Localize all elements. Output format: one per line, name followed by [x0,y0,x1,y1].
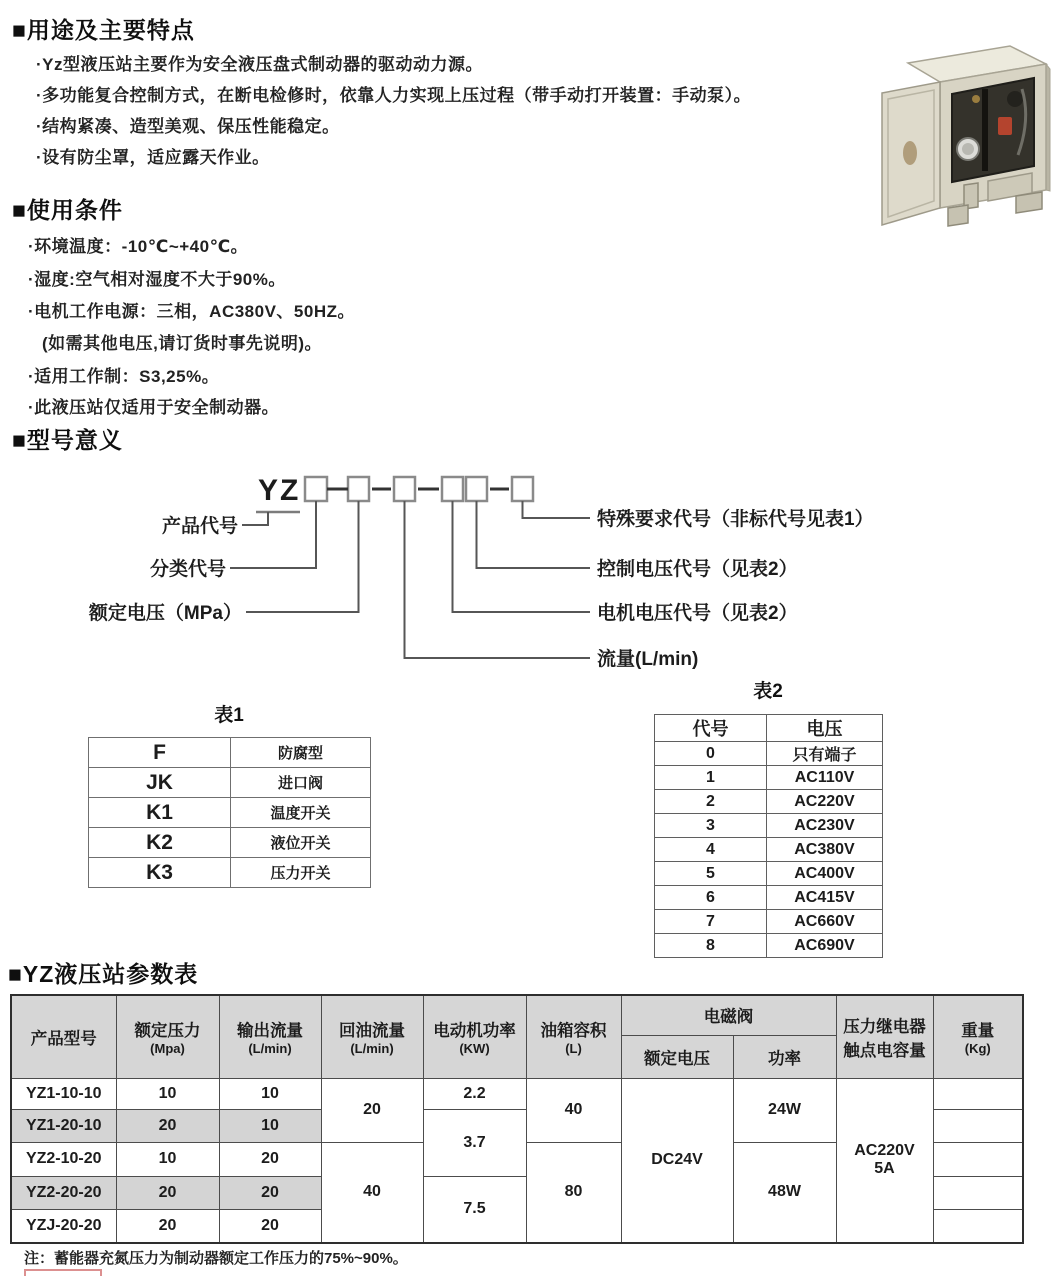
cell-return-flow: 40 [321,1142,423,1243]
table1-code: K1 [89,798,231,828]
label-product-code: 产品代号 [161,516,238,537]
page-footer-red-box [24,1269,102,1276]
door-latch [903,141,917,165]
cell-solenoid-voltage: DC24V [621,1078,733,1243]
cell-model: YZJ-20-20 [11,1209,116,1243]
table2-voltage: 只有端子 [767,742,883,766]
cell-motor-power: 7.5 [423,1176,526,1243]
table2-title: 表2 [753,681,783,702]
header-out-flow-label: 输出流量 [237,1022,303,1041]
table2-voltage: AC415V [767,886,883,910]
table1-desc: 进口阀 [231,768,371,798]
label-rated-voltage: 额定电压（MPa） [88,603,242,624]
cell-pressure: 20 [116,1109,219,1142]
cell-solenoid-power: 48W [733,1142,836,1243]
table1-code: F [89,738,231,768]
cell-relay-current: 5A [874,1160,895,1178]
table-header-row [655,715,883,742]
header-motor-power [423,995,526,1078]
feature-bullet-2: ·多功能复合控制方式，在断电检修时，依靠人力实现上压过程（带手动打开装置：手动泵）。 [36,86,752,105]
code-box-3 [394,477,415,501]
table-row [655,742,883,766]
code-box-2 [348,477,369,501]
table2-voltage: AC400V [767,862,883,886]
header-motor-power-label: 电动机功率 [433,1022,516,1041]
label-motor-voltage: 电机电压代号（见表2） [597,603,798,624]
table2-code: 4 [655,838,767,862]
table1-code: K2 [89,828,231,858]
header-weight-unit: (Kg) [964,1041,991,1057]
condition-line-1: ·环境温度：-10℃~+40℃。 [28,237,249,256]
cell-relay-voltage: AC220V [854,1142,915,1160]
cell-out-flow: 20 [219,1209,321,1243]
table2-code: 0 [655,742,767,766]
feature-bullet-3: ·结构紧凑、造型美观、保压性能稳定。 [36,117,340,136]
code-box-6 [512,477,533,501]
cell-pressure: 10 [116,1142,219,1176]
table2-code: 6 [655,886,767,910]
cell-motor-power: 3.7 [423,1109,526,1176]
feature-bullet-1: ·Yz型液压站主要作为安全液压盘式制动器的驱动动力源。 [36,55,483,74]
header-out-flow-unit: (L/min) [248,1041,292,1057]
header-solenoid: 电磁阀 [621,995,836,1035]
header-model: 产品型号 [11,995,116,1078]
table2-voltage: AC660V [767,910,883,934]
table-row [89,798,371,828]
label-class-code: 分类代号 [149,559,226,580]
header-relay-line2: 触点电容量 [843,1041,926,1060]
leader-lines [230,501,590,658]
table2 [654,714,883,958]
header-tank [526,995,621,1078]
cell-motor-power: 2.2 [423,1078,526,1109]
interior-red-valve [998,117,1012,135]
header-solenoid-power: 功率 [733,1035,836,1078]
header-weight [933,995,1023,1078]
table-row [655,790,883,814]
table-row [655,814,883,838]
param-row-1 [11,1078,1023,1109]
cell-model: YZ1-20-10 [11,1109,116,1142]
table1-desc: 温度开关 [231,798,371,828]
model-code-diagram [0,455,1052,685]
table2-code: 2 [655,790,767,814]
table1-code: K3 [89,858,231,888]
table-row [655,838,883,862]
feature-bullet-4: ·设有防尘罩，适应露天作业。 [36,148,270,167]
table-row [655,862,883,886]
header-tank-label: 油箱容积 [540,1022,607,1041]
header-tank-unit: (L) [565,1041,582,1057]
header-out-flow [219,995,321,1078]
section-heading-conditions: ■使用条件 [12,197,123,223]
cell-out-flow: 10 [219,1109,321,1142]
code-box-5 [466,477,487,501]
cell-model: YZ2-10-20 [11,1142,116,1176]
code-box-4 [442,477,463,501]
table2-code: 8 [655,934,767,958]
label-special-requirement: 特殊要求代号（非标代号见表1） [597,509,874,530]
cell-solenoid-power: 24W [733,1078,836,1142]
header-return-flow-unit: (L/min) [350,1041,394,1057]
table1-desc: 防腐型 [231,738,371,768]
table2-code: 5 [655,862,767,886]
table2-voltage: AC230V [767,814,883,838]
condition-line-5: ·适用工作制：S3,25%。 [28,367,220,386]
table1-code: JK [89,768,231,798]
cabinet-foot-left [948,205,968,226]
header-pressure-label: 额定压力 [134,1022,201,1041]
table2-voltage: AC380V [767,838,883,862]
cell-out-flow: 20 [219,1176,321,1209]
table2-header-voltage: 电压 [767,715,883,742]
condition-line-3: ·电机工作电源：三相，AC380V、50HZ。 [28,302,355,321]
table-row [655,910,883,934]
table2-voltage: AC690V [767,934,883,958]
table-row [89,858,371,888]
table-row [89,828,371,858]
interior-pipe [982,89,988,171]
header-weight-label: 重量 [961,1022,995,1041]
cell-model: YZ1-10-10 [11,1078,116,1109]
table2-voltage: AC110V [767,766,883,790]
condition-line-2: ·湿度:空气相对湿度不大于90%。 [28,270,286,289]
header-relay-line1: 压力继电器 [843,1017,926,1036]
table2-code: 1 [655,766,767,790]
cell-weight-empty [933,1078,1023,1109]
header-pressure [116,995,219,1078]
cell-pressure: 20 [116,1209,219,1243]
header-relay [836,995,933,1078]
cell-weight-empty [933,1209,1023,1243]
table2-header-code: 代号 [655,715,767,742]
section-heading-param-table: ■YZ液压站参数表 [8,961,199,987]
interior-motor [1007,91,1023,107]
cabinet-foot-right [1016,192,1042,213]
table-row [655,766,883,790]
table1-desc: 液位开关 [231,828,371,858]
footnote: 注：蓄能器充氮压力为制动器额定工作压力的75%~90%。 [24,1250,408,1267]
table-row [89,738,371,768]
section-heading-model-meaning: ■型号意义 [12,427,123,453]
code-box-1 [305,477,327,501]
table1-title: 表1 [214,705,244,726]
table-row [89,768,371,798]
table-row [655,886,883,910]
cell-return-flow: 20 [321,1078,423,1142]
condition-line-6: ·此液压站仅适用于安全制动器。 [28,398,280,417]
table1 [88,737,371,888]
cell-tank: 40 [526,1078,621,1142]
interior-brass-fitting [972,95,980,103]
cell-out-flow: 20 [219,1142,321,1176]
param-table [10,994,1024,1244]
param-header-row-1 [11,995,1023,1035]
header-motor-power-unit: (KW) [459,1041,490,1057]
header-return-flow-label: 回油流量 [339,1022,405,1041]
cell-weight-empty [933,1142,1023,1176]
label-flow: 流量(L/min) [597,649,699,670]
condition-line-4: (如需其他电压,请订货时事先说明)。 [42,334,323,353]
cell-pressure: 10 [116,1078,219,1109]
table1-desc: 压力开关 [231,858,371,888]
table-row [655,934,883,958]
cell-relay [836,1078,933,1243]
table2-code: 7 [655,910,767,934]
label-control-voltage: 控制电压代号（见表2） [597,559,798,580]
cell-weight-empty [933,1176,1023,1209]
cell-model: YZ2-20-20 [11,1176,116,1209]
cell-weight-empty [933,1109,1023,1142]
cell-tank: 80 [526,1142,621,1243]
model-prefix: YZ [258,474,301,507]
product-photo [866,33,1052,229]
table2-code: 3 [655,814,767,838]
pressure-gauge-dial [962,143,974,155]
header-pressure-unit: (Mpa) [150,1041,185,1057]
header-solenoid-voltage: 额定电压 [621,1035,733,1078]
section-heading-features: ■用途及主要特点 [12,17,195,43]
table2-voltage: AC220V [767,790,883,814]
cell-pressure: 20 [116,1176,219,1209]
header-return-flow [321,995,423,1078]
cell-out-flow: 10 [219,1078,321,1109]
